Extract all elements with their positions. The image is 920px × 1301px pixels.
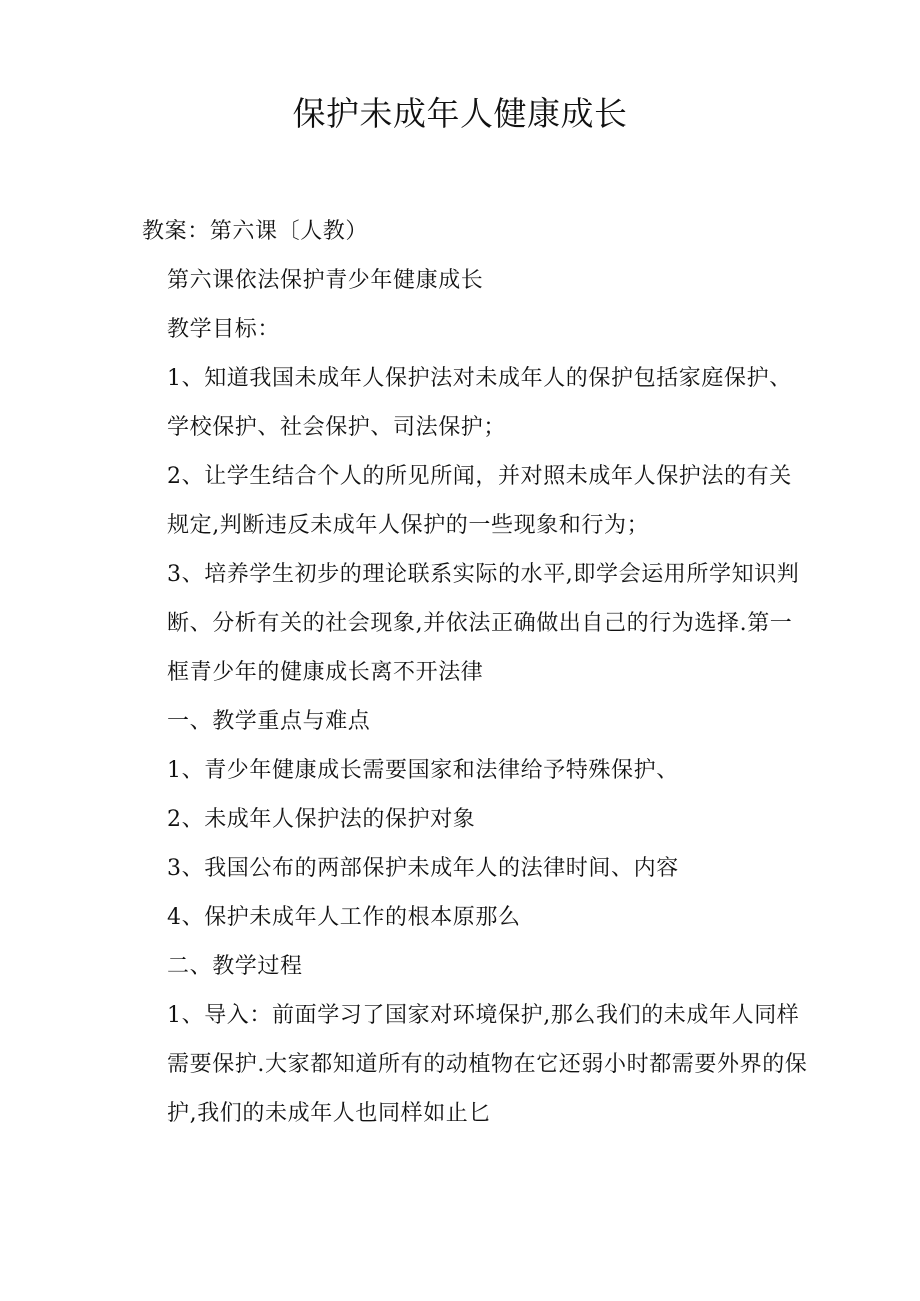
- document-body: [142, 207, 812, 1138]
- document-title: 保护未成年人健康成长: [292, 94, 628, 133]
- paragraph-key-point-2: 2、未成年人保护法的保护对象: [167, 807, 476, 832]
- paragraph-objectives-heading: 教学目标：: [167, 317, 281, 342]
- paragraph-key-point-4: 4、保护未成年人工作的根本原那么: [167, 905, 521, 930]
- paragraph-key-point-1: 1、青少年健康成长需要国家和法律给予特殊保护、: [167, 758, 679, 783]
- paragraph-key-point-3: 3、我国公布的两部保护未成年人的法律时间、内容: [167, 856, 679, 881]
- paragraph-key-points-heading: 一、教学重点与难点: [167, 709, 371, 734]
- paragraph-process-intro: 1、导入：前面学习了国家对环境保护,那么我们的未成年人同样需要保护.大家都知道所有的动植物在它还弱小时都需要外界的保护,我们的未成年人也同样如止匕: [167, 1003, 808, 1126]
- paragraph-objective-2: 2、让学生结合个人的所见所闻，并对照未成年人保护法的有关规定,判断违反未成年人保护的一些现象和行为；: [167, 464, 792, 538]
- paragraph-lesson-title: 第六课依法保护青少年健康成长: [167, 268, 484, 293]
- paragraph-objective-1: 1、知道我国未成年人保护法对未成年人的保护包括家庭保护、学校保护、社会保护、司法保护；: [167, 366, 792, 440]
- paragraph-objective-3: 3、培养学生初步的理论联系实际的水平,即学会运用所学知识判断、分析有关的社会现象,并依法正确做出自己的行为选择.第一框青少年的健康成长离不开法律: [167, 562, 800, 685]
- paragraph-lesson-header: 教案：第六课〔人教）: [142, 219, 369, 244]
- paragraph-process-heading: 二、教学过程: [167, 954, 303, 979]
